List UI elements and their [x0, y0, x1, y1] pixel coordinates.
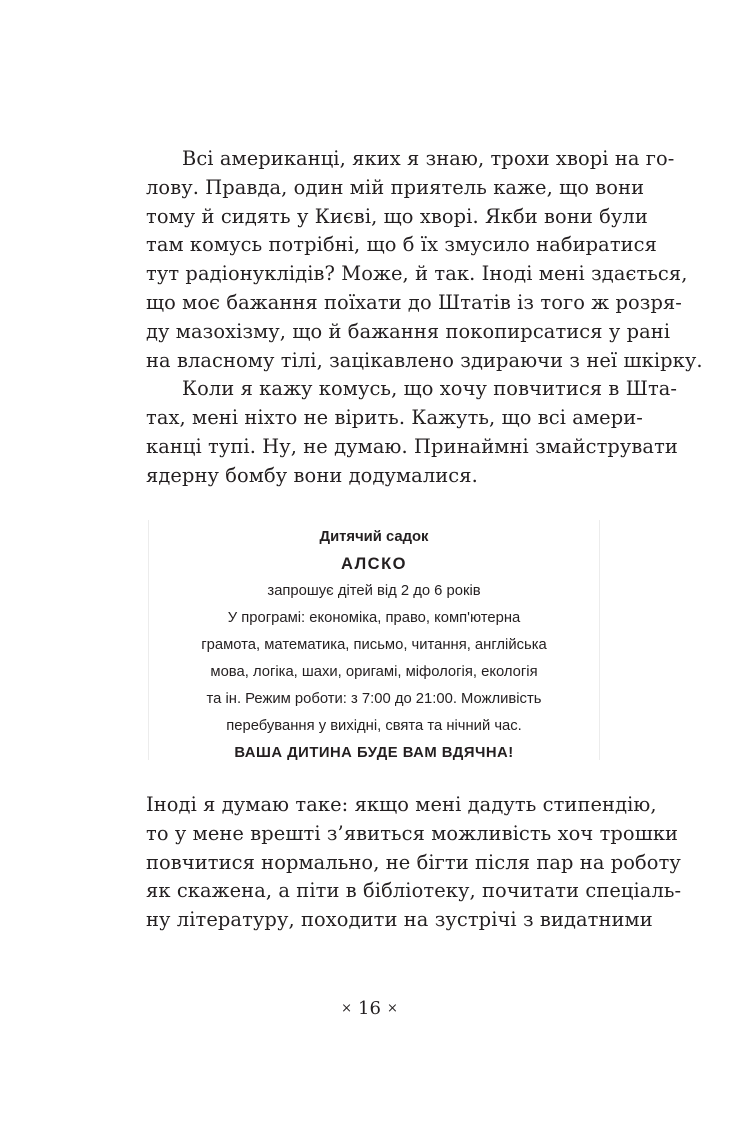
body-text-top: [146, 145, 703, 491]
text-line: лову. Правда, один мій приятель каже, що вони: [146, 175, 645, 199]
text-line: тому й сидять у Києві, що хворі. Якби вони були: [146, 204, 648, 228]
ad-text-line: мова, логіка, шахи, оригамі, міфологія, екологія: [210, 664, 538, 680]
text-line: тут радіонуклідів? Може, й так. Іноді мені здається,: [146, 262, 688, 286]
page-number: 16: [358, 998, 381, 1019]
text-line: повчитися нормально, не бігти після пар на роботу: [146, 850, 681, 874]
page-number-footer: [0, 998, 739, 1019]
folio-ornament-left: ×: [341, 1001, 353, 1016]
text-line: як скажена, а піти в бібліотеку, почитати спеціаль-: [146, 879, 682, 903]
ad-text-line: грамота, математика, письмо, читання, англійська: [201, 637, 547, 653]
ad-brand: АЛСКО: [340, 555, 407, 573]
body-text-bottom: [146, 791, 682, 935]
ad-text-line: У програмі: економіка, право, комп'ютерна: [227, 610, 521, 626]
ad-text-line: запрошує дітей від 2 до 6 років: [267, 583, 481, 599]
text-line: ядерну бомбу вони додумалися.: [146, 463, 478, 487]
text-line: там комусь потрібні, що б їх змусило набиратися: [146, 233, 657, 257]
text-line: Коли я кажу комусь, що хочу повчитися в Шта-: [182, 377, 678, 401]
text-line: ду мазохізму, що й бажання покопирсатися у рані: [146, 319, 671, 343]
ad-slogan: ВАША ДИТИНА БУДЕ ВАМ ВДЯЧНА!: [234, 745, 514, 761]
text-line: на власному тілі, зацікавлено здираючи з неї шкірку.: [146, 348, 703, 372]
paragraph: [146, 145, 703, 375]
folio-ornament-right: ×: [386, 1001, 398, 1016]
text-line: Іноді я думаю таке: якщо мені дадуть стипендію,: [146, 793, 657, 816]
ad-text-line: перебування у вихідні, свята та нічний час.: [226, 718, 522, 734]
kindergarten-advertisement: [148, 520, 600, 760]
paragraph: [146, 375, 678, 490]
text-line: Всі американці, яких я знаю, трохи хворі на го-: [182, 147, 675, 170]
ad-text-line: та ін. Режим роботи: з 7:00 до 21:00. Можливість: [206, 691, 542, 707]
text-line: ну літературу, походити на зустрічі з видатними: [146, 908, 653, 932]
paragraph: [146, 791, 682, 935]
text-line: то у мене врешті з’явиться можливість хоч трошки: [146, 821, 679, 845]
text-line: канці тупі. Ну, не думаю. Принаймні змайструвати: [146, 434, 678, 458]
text-line: що моє бажання поїхати до Штатів із того ж розря-: [146, 290, 682, 314]
ad-title: Дитячий садок: [319, 529, 429, 545]
text-line: тах, мені ніхто не вірить. Кажуть, що всі амери-: [146, 406, 643, 430]
